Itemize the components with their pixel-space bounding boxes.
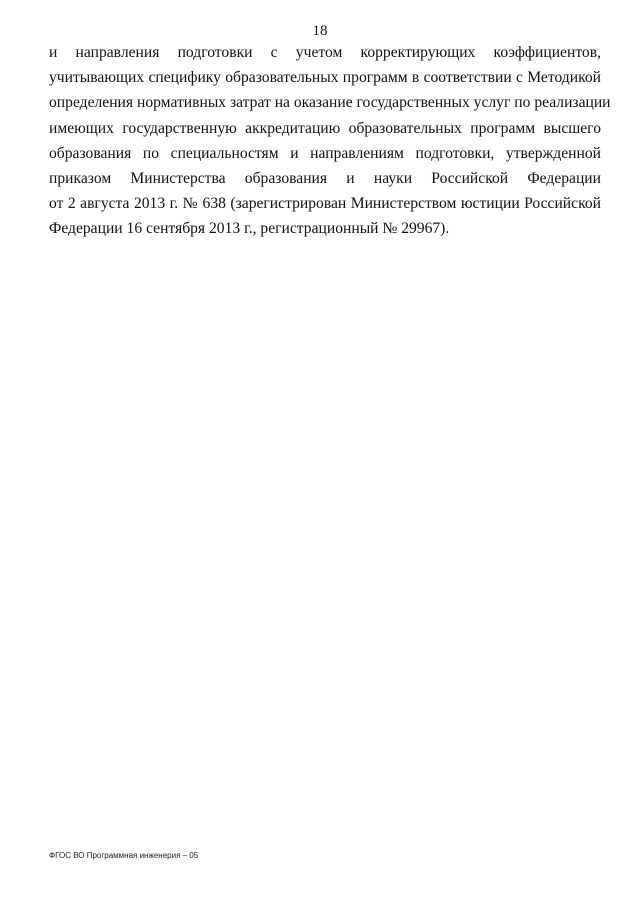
document-footer: ФГОС ВО Программная инженерия – 05 — [49, 851, 199, 860]
paragraph-line: и направления подготовки с учетом корректирующих коэффициентов, — [49, 44, 601, 61]
paragraph-line: образования по специальностям и направлениям подготовки, утвержденной — [49, 144, 601, 162]
page-number: 18 — [312, 23, 328, 39]
paragraph-line: Федерации 16 сентября 2013 г., регистрационный № 29967). — [49, 220, 450, 238]
paragraph-line: учитывающих специфику образовательных программ в соответствии с Методикой — [49, 69, 601, 87]
paragraph-line: имеющих государственную аккредитацию образовательных программ высшего — [49, 119, 601, 137]
paragraph-line: от 2 августа 2013 г. № 638 (зарегистрирован Министерством юстиции Российской — [49, 195, 601, 213]
body-paragraph — [49, 40, 611, 242]
paragraph-line: приказом Министерства образования и науки Российской Федерации — [49, 170, 601, 188]
paragraph-line: определения нормативных затрат на оказание государственных услуг по реализации — [49, 94, 611, 112]
